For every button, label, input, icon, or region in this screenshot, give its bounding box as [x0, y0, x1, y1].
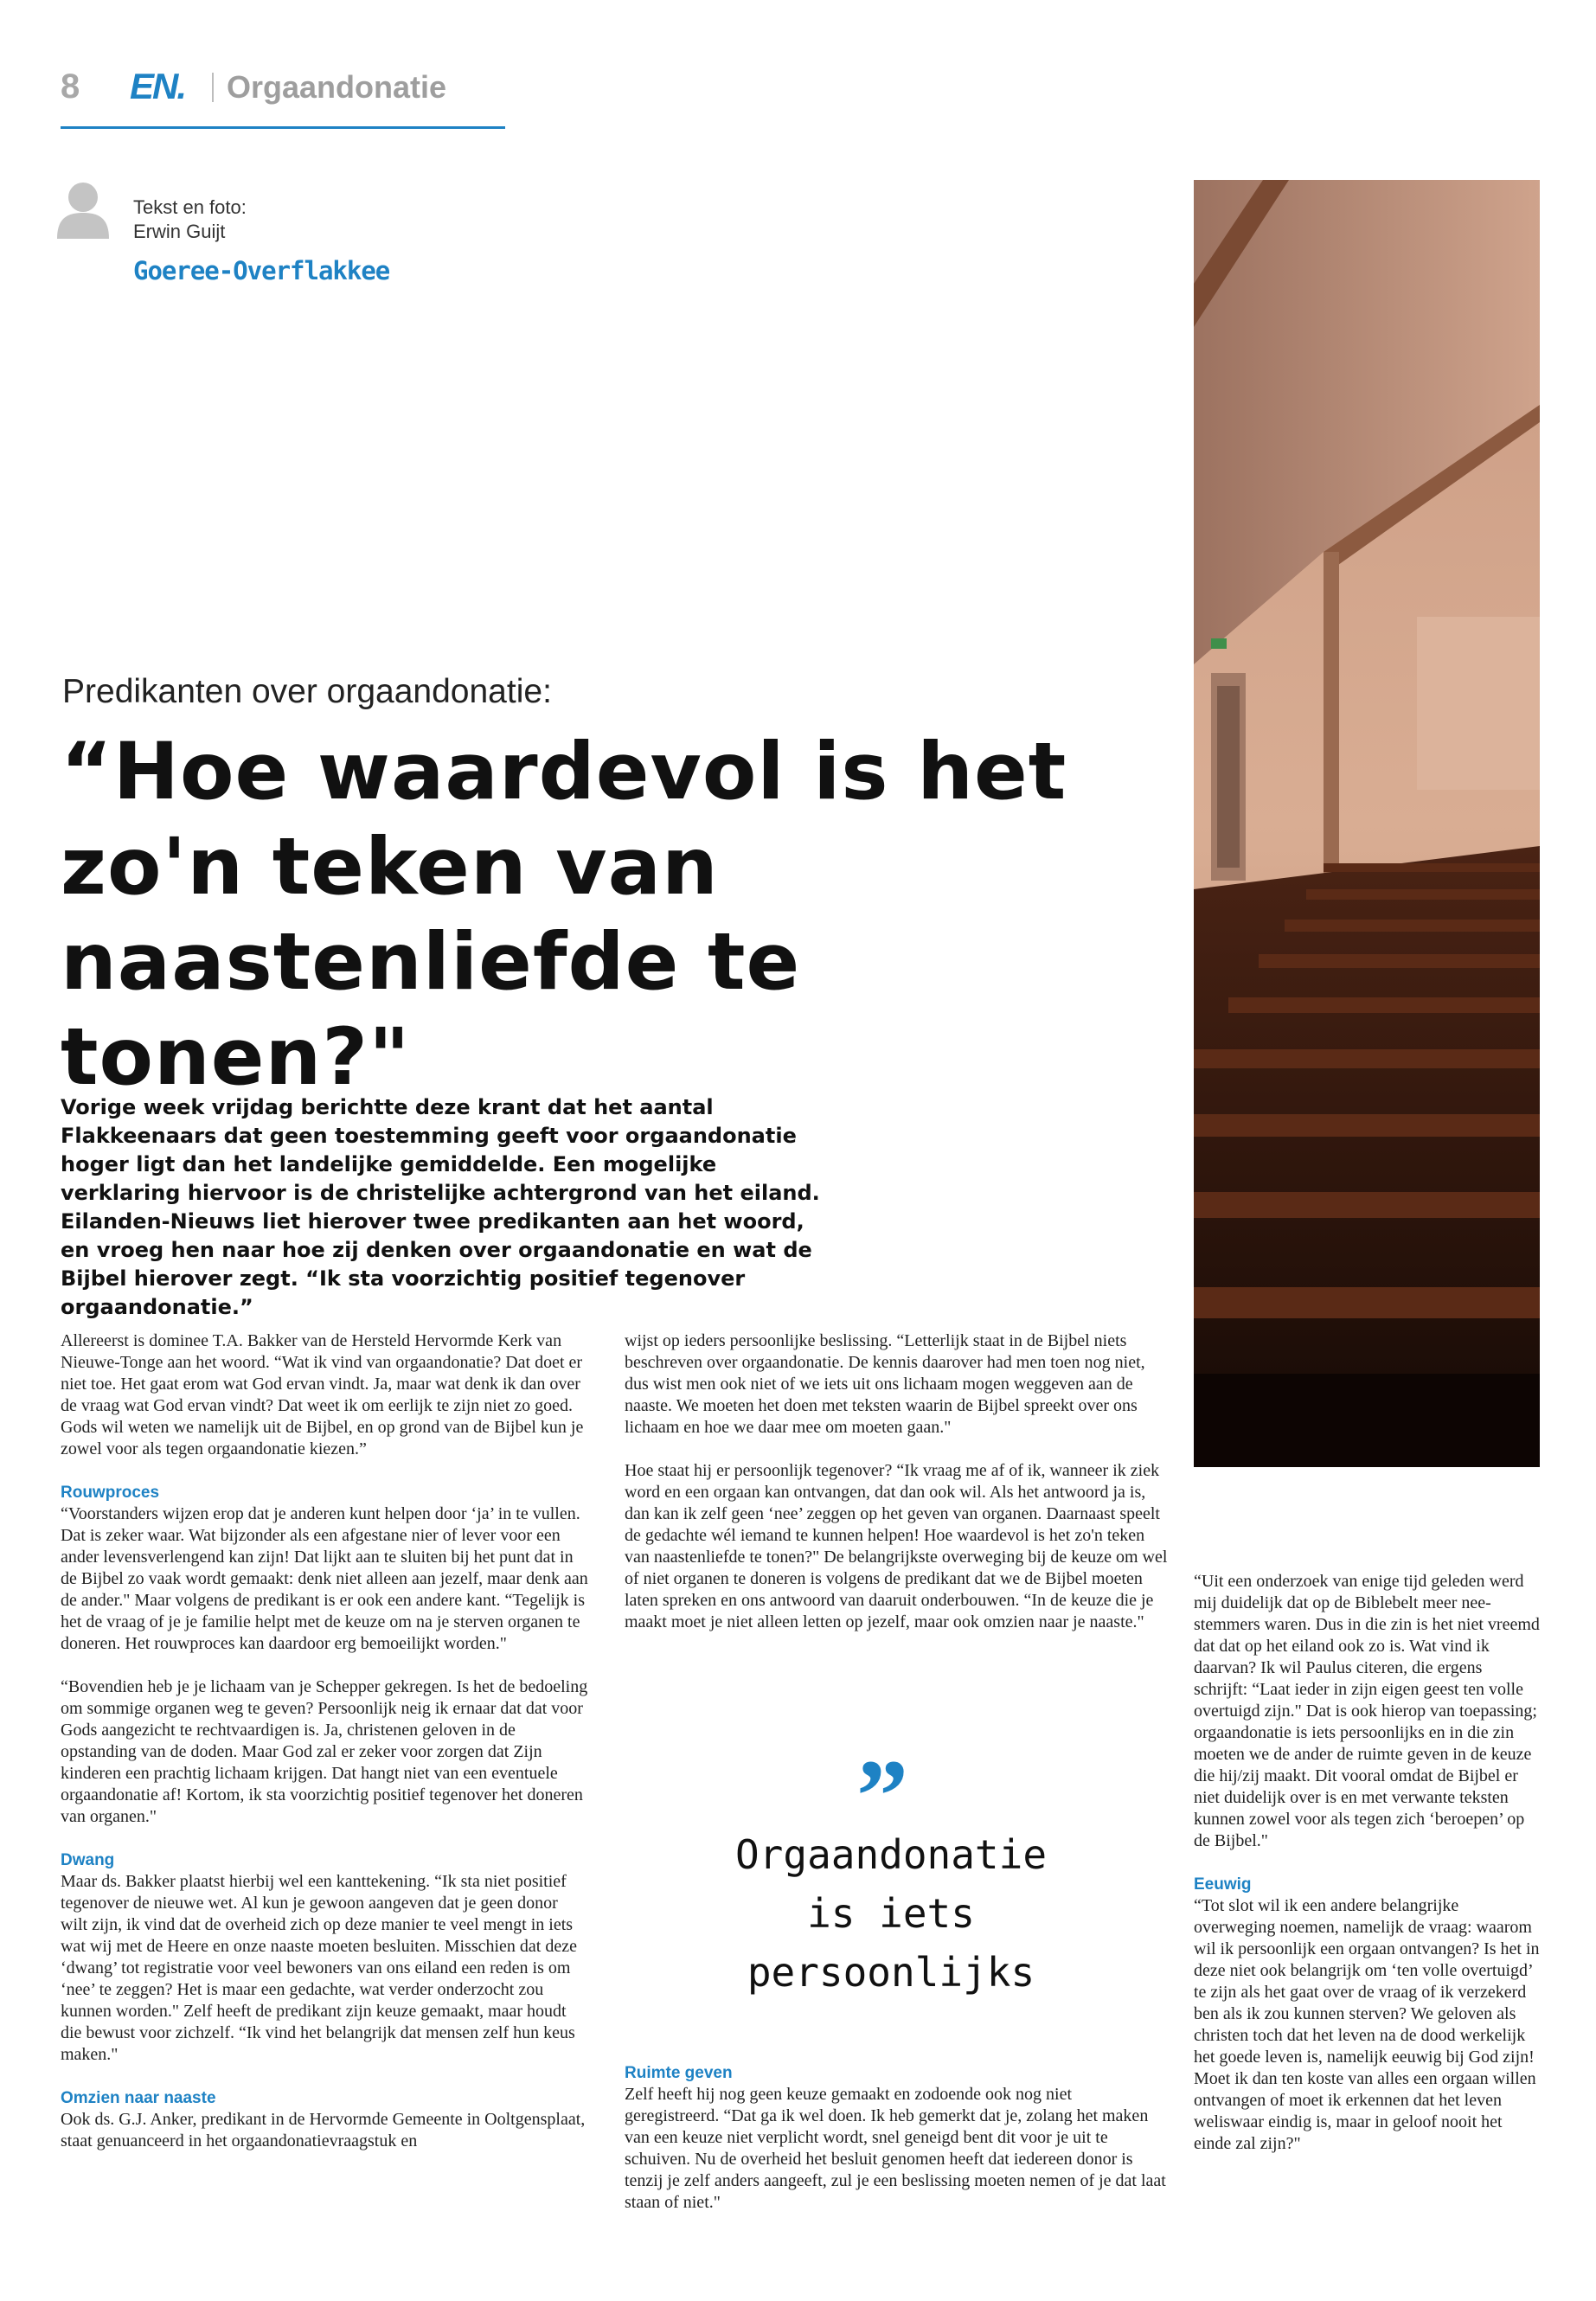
- pull-quote-line: is iets: [807, 1890, 975, 1937]
- headline-line: naastenliefde te tonen?": [61, 917, 801, 1103]
- pull-quote: [675, 1825, 1107, 2002]
- header-divider: [212, 73, 214, 102]
- headline-line: “Hoe waardevol is het: [61, 727, 1067, 817]
- author-credit: [133, 195, 247, 244]
- author-name: Erwin Guijt: [133, 221, 226, 242]
- paragraph: “Voorstanders wijzen erop dat je anderen kunt helpen door ‘ja’ in te vullen. Dat is zeker waar. Wat bijzonder als een afgestane nier of lever voor een ander levensverlengend kan zijn! Dat lijkt aan te sluiten bij het punt dat in de Bijbel zo vaak wordt gemaakt: denk niet alleen aan jezelf, maar denk aan de ander." Maar volgens de predikant is er ook een andere kant. “Tegelijk is het de vraag of je je familie helpt met de keuze om na je sterven organen te doneren. Het rouwproces kan daardoor erg bemoeilijkt worden.": [61, 1504, 588, 1653]
- paragraph: Maar ds. Bakker plaatst hierbij wel een kanttekening. “Ik sta niet positief tegenover de nieuwe wet. Al kun je gewoon aangeven dat je geen donor wilt zijn, ik vind dat de overheid zich op deze manier te veel mengt in iets wat wij met de Heere en onze naaste moeten besluiten. Misschien dat deze ‘dwang’ tot registratie voor veel bewoners van ons eiland een reden is om ‘nee’ te zeggen? Het is maar een gedachte, wat verder onderzocht zou kunnen worden." Zelf heeft de predikant zijn keuze gemaakt, maar houdt die bewust voor zichzelf. “Ik vind het belangrijk dat mensen zelf hun keus maken.": [61, 1872, 577, 2064]
- publication-logo: EN.: [130, 66, 186, 106]
- paragraph: “Uit een onderzoek van enige tijd geleden werd mij duidelijk dat op de Biblebelt meer nee-stemmers waren. Dus in die zin is het niet vreemd dat dat op het eiland ook zo is. Wat vind ik daarvan? Ik wil Paulus citeren, die ergens schrijft: “Laat ieder in zijn eigen geest ten volle overtuigd zijn." Dat is ook hierop van toepassing; orgaandonatie is iets persoonlijks en in die zin moeten we de ander de ruimte geven in de keuze die hij/zij maakt. Dit vooral omdat de Bijbel er niet duidelijk over is en met verwante teksten kunnen zowel voor als tegen zich ‘beroepen’ op de Bijbel.": [1194, 1572, 1540, 1850]
- article-lead: Vorige week vrijdag berichtte deze krant dat het aantal Flakkeenaars dat geen toestemming geeft voor orgaandonatie hoger ligt dan het landelijke gemiddelde. Een mogelijke verklaring hiervoor is de christelijke achtergrond van het eiland. Eilanden-Nieuws liet hierover twee predikanten aan het woord, en vroeg hen naar hoe zij denken over orgaandonatie en wat de Bijbel hierover zegt. “Ik sta voorzichtig positief tegenover orgaandonatie.”: [61, 1095, 820, 1319]
- paragraph: Hoe staat hij er persoonlijk tegenover? “Ik vraag me af of ik, wanneer ik ziek word en een orgaan kan ontvangen, dat dan ook wil. Als het antwoord ja is, dan kan ik zelf geen ‘nee’ zeggen op het geven van organen. Daarnaast speelt de gedachte wél iemand te kunnen helpen! Hoe waardevol is het zo'n teken van naastenliefde te tonen?" De belangrijkste overweging bij de keuze om wel of niet organen te doneren is volgens de predikant dat we de Bijbel moeten laten spreken en ons antwoord van daaruit onderbouwen. “In de keuze die je maakt moet je niet alleen letten op jezelf, maar ook omzien naar je naaste.": [625, 1461, 1168, 1631]
- header-rule: [61, 126, 505, 129]
- region-label: Goeree-Overflakkee: [133, 256, 390, 285]
- body-column-2-continued: [625, 2062, 1168, 2235]
- paragraph: Zelf heeft hij nog geen keuze gemaakt en zodoende ook nog niet geregistreerd. “Dat ga ik wel doen. Ik heb gemerkt dat je, zolang het maken van een keuze niet verplicht wordt, snel geneigd bent dit voor je uit te schuiven. Nu de overheid het besluit genomen heeft dat iedereen donor is tenzij je zelf anders aangeeft, zul je een beslissing moeten nemen of je dat laat staan of niet.": [625, 2085, 1166, 2212]
- article-kicker: Predikanten over orgaandonatie:: [62, 673, 552, 710]
- paragraph: Ook ds. G.J. Anker, predikant in de Hervormde Gemeente in Ooltgensplaat, staat genuanceerd in het orgaandonatievraagstuk en: [61, 2110, 586, 2150]
- church-pews-photo: [1194, 180, 1540, 1467]
- subheading-omzien-naar-naaste: Omzien naar naaste: [61, 2089, 216, 2107]
- pull-quote-line: persoonlijks: [747, 1949, 1035, 1996]
- subheading-eeuwig: Eeuwig: [1194, 1875, 1252, 1894]
- body-column-2: [625, 1330, 1168, 1655]
- paragraph: wijst op ieders persoonlijke beslissing. “Letterlijk staat in de Bijbel niets beschreven over orgaandonatie. De kennis daarover had men toen nog niet, dus wist men ook niet of we iets uit ons lichaam mogen weggeven aan de naaste. We moeten het doen met teksten waarin de Bijbel spreekt over ons lichaam en hoe we daar mee om moeten gaan.": [625, 1331, 1145, 1437]
- article-headline: [61, 725, 1133, 1106]
- page-number: 8: [61, 67, 80, 106]
- author-avatar-icon: [57, 180, 109, 239]
- paragraph: Allereerst is dominee T.A. Bakker van de Hersteld Hervormde Kerk van Nieuwe-Tonge aan het woord. “Wat ik vind van orgaandonatie? Dat doet er niet toe. Het gaat erom wat God ervan vindt. Ja, maar wat denk ik dan over de vraag wat God ervan vindt? Dat weet ik om eerlijk te zijn niet zo goed. Gods wil weten we namelijk uit de Bijbel, en op grond van de Bijbel kun je zowel voor als tegen orgaandonatie kiezen.”: [61, 1331, 584, 1458]
- paragraph: “Tot slot wil ik een andere belangrijke overweging noemen, namelijk de vraag: waarom wil ik persoonlijk een orgaan ontvangen? Is het in deze niet ook belangrijk om ‘ten volle overtuigd’ te zijn als het gaat over de vraag of ik verzekerd ben als ik zou kunnen sterven? We geloven als christen toch dat het leven na de dood werkelijk het goede leven is, namelijk eeuwig bij God zijn! Moet ik dan ten koste van alles een orgaan willen ontvangen of moet ik erkennen dat het leven weliswaar eindig is, maar in geloof nooit het einde zal zijn?": [1194, 1896, 1540, 2153]
- headline-line: zo'n teken van: [61, 822, 719, 913]
- section-title: Orgaandonatie: [227, 69, 447, 105]
- subheading-dwang: Dwang: [61, 1851, 115, 1869]
- pull-quote-line: Orgaandonatie: [734, 1831, 1048, 1878]
- body-column-3: [1194, 1571, 1540, 2176]
- subheading-rouwproces: Rouwproces: [61, 1484, 160, 1502]
- subheading-ruimte-geven: Ruimte geven: [625, 2064, 733, 2082]
- paragraph: “Bovendien heb je je lichaam van je Schepper gekregen. Is het de bedoeling om sommige organen weg te geven? Persoonlijk neig ik ernaar dat dat voor Gods aangezicht te rechtvaardigen is. Ja, christenen geloven in de opstanding van de doden. Maar God zal er zeker voor zorgen dat Zijn kinderen een prachtig lichaam krijgen. Dat hangt niet van een eventuele orgaandonatie af! Kortom, ik sta voorzichtig positief tegenover het doneren van organen.": [61, 1677, 588, 1826]
- credit-label: Tekst en foto:: [133, 196, 247, 218]
- quote-mark-icon: ”: [856, 1738, 908, 1853]
- body-column-1: [61, 1330, 588, 2174]
